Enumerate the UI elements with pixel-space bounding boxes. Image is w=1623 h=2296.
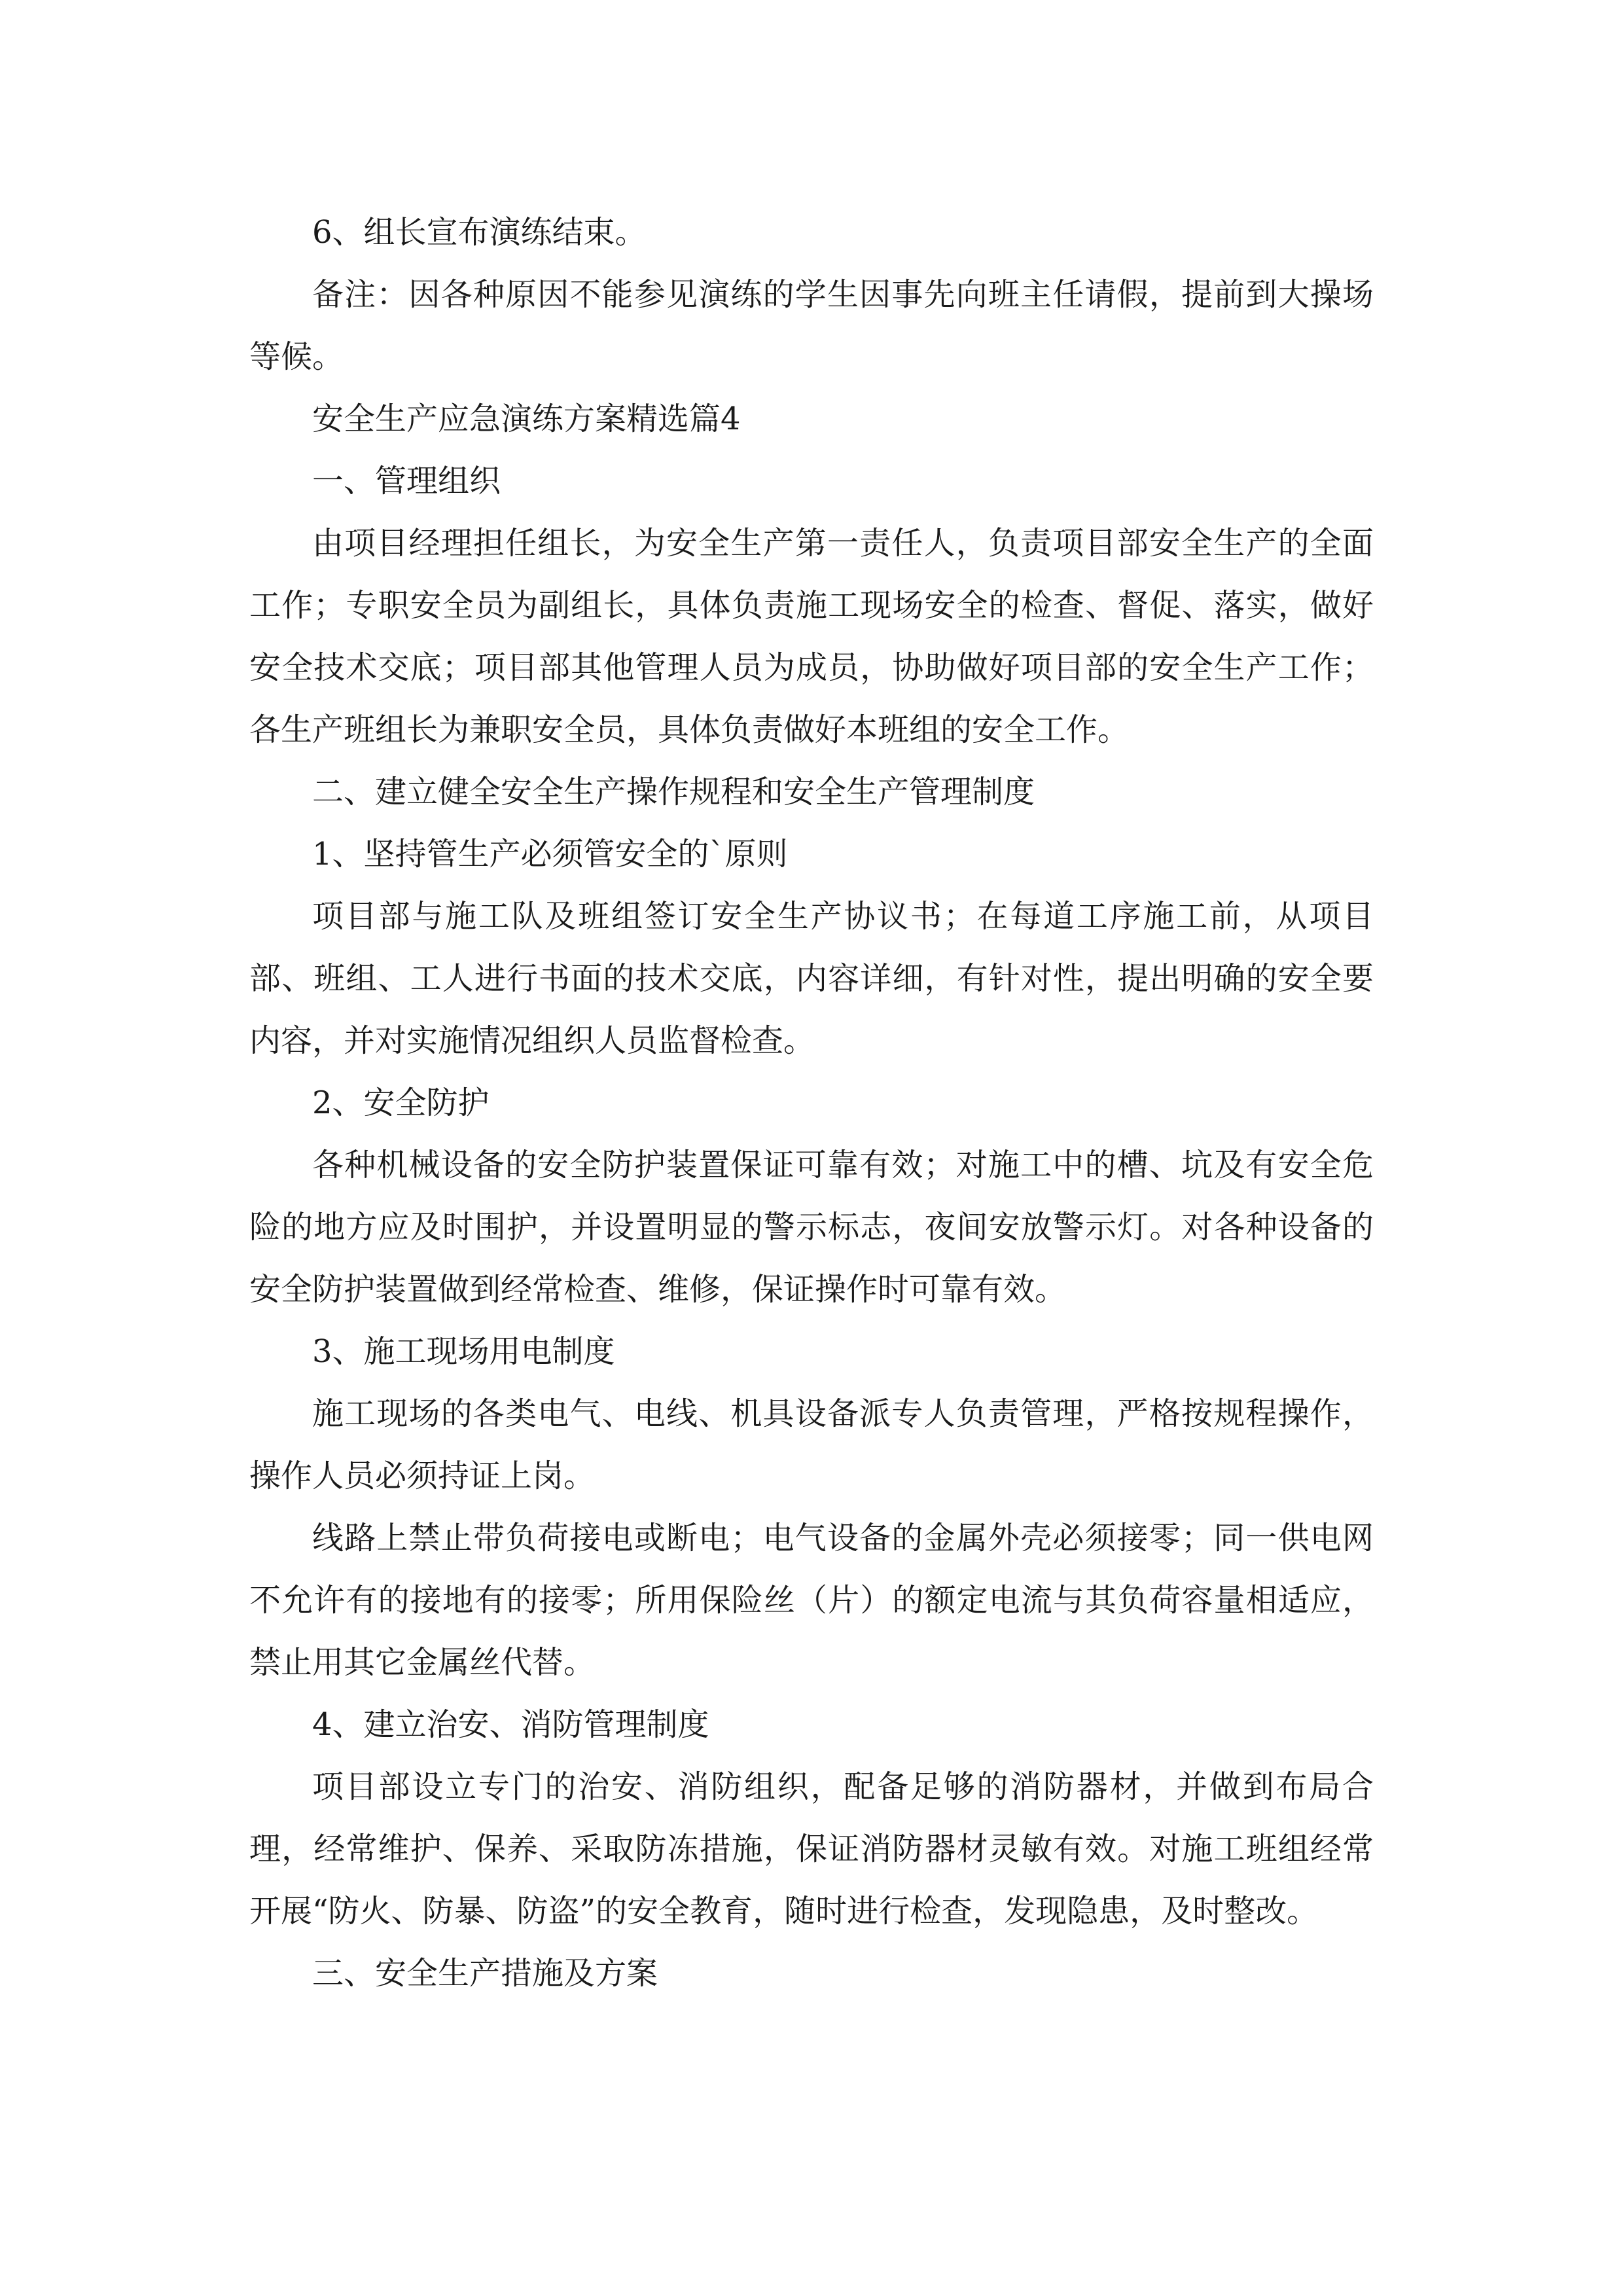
paragraph-note: 备注：因各种原因不能参见演练的学生因事先向班主任请假，提前到大操场等候。 xyxy=(249,276,1374,375)
paragraph-electricity-1: 施工现场的各类电气、电线、机具设备派专人负责管理，严格按规程操作，操作人员必须持证上岗。 xyxy=(249,1395,1374,1494)
heading-rules-and-systems: 二、建立健全安全生产操作规程和安全生产管理制度 xyxy=(312,774,1035,810)
paragraph-security-fire: 项目部设立专门的治安、消防组织，配备足够的消防器材，并做到布局合理，经常维护、保养、采取防冻措施，保证消防器材灵敏有效。对施工班组经常开展“防火、防暴、防盗”的安全教育，随时进行检查，发现隐患，及时整改。 xyxy=(249,1768,1374,1929)
heading-measures-and-plan: 三、安全生产措施及方案 xyxy=(312,1955,658,1992)
subheading-safety-protection: 2、安全防护 xyxy=(312,1085,490,1121)
paragraph-electricity-2: 线路上禁止带负荷接电或断电；电气设备的金属外壳必须接零；同一供电网不允许有的接地有的接零；所用保险丝（片）的额定电流与其负荷容量相适应，禁止用其它金属丝代替。 xyxy=(249,1520,1374,1681)
subheading-security-fire: 4、建立治安、消防管理制度 xyxy=(312,1706,709,1743)
subheading-electricity: 3、施工现场用电制度 xyxy=(312,1333,615,1370)
heading-management-organization: 一、管理组织 xyxy=(312,463,501,499)
paragraph-safety-protection: 各种机械设备的安全防护装置保证可靠有效；对施工中的槽、坑及有安全危险的地方应及时围护，并设置明显的警示标志，夜间安放警示灯。对各种设备的安全防护装置做到经常检查、维修，保证操作时可靠有效。 xyxy=(249,1147,1374,1308)
paragraph-organization: 由项目经理担任组长，为安全生产第一责任人，负责项目部安全生产的全面工作；专职安全员为副组长，具体负责施工现场安全的检查、督促、落实，做好安全技术交底；项目部其他管理人员为成员，协助做好项目部的安全生产工作；各生产班组长为兼职安全员，具体负责做好本班组的安全工作。 xyxy=(249,525,1374,748)
paragraph-principle: 项目部与施工队及班组签订安全生产协议书；在每道工序施工前，从项目部、班组、工人进行书面的技术交底，内容详细，有针对性，提出明确的安全要内容，并对实施情况组织人员监督检查。 xyxy=(249,898,1374,1059)
document-body xyxy=(249,202,1374,2005)
subheading-principle: 1、坚持管生产必须管安全的`原则 xyxy=(312,836,788,872)
paragraph-step-6: 6、组长宣布演练结束。 xyxy=(312,214,647,251)
section-heading-part-4: 安全生产应急演练方案精选篇4 xyxy=(312,401,741,437)
